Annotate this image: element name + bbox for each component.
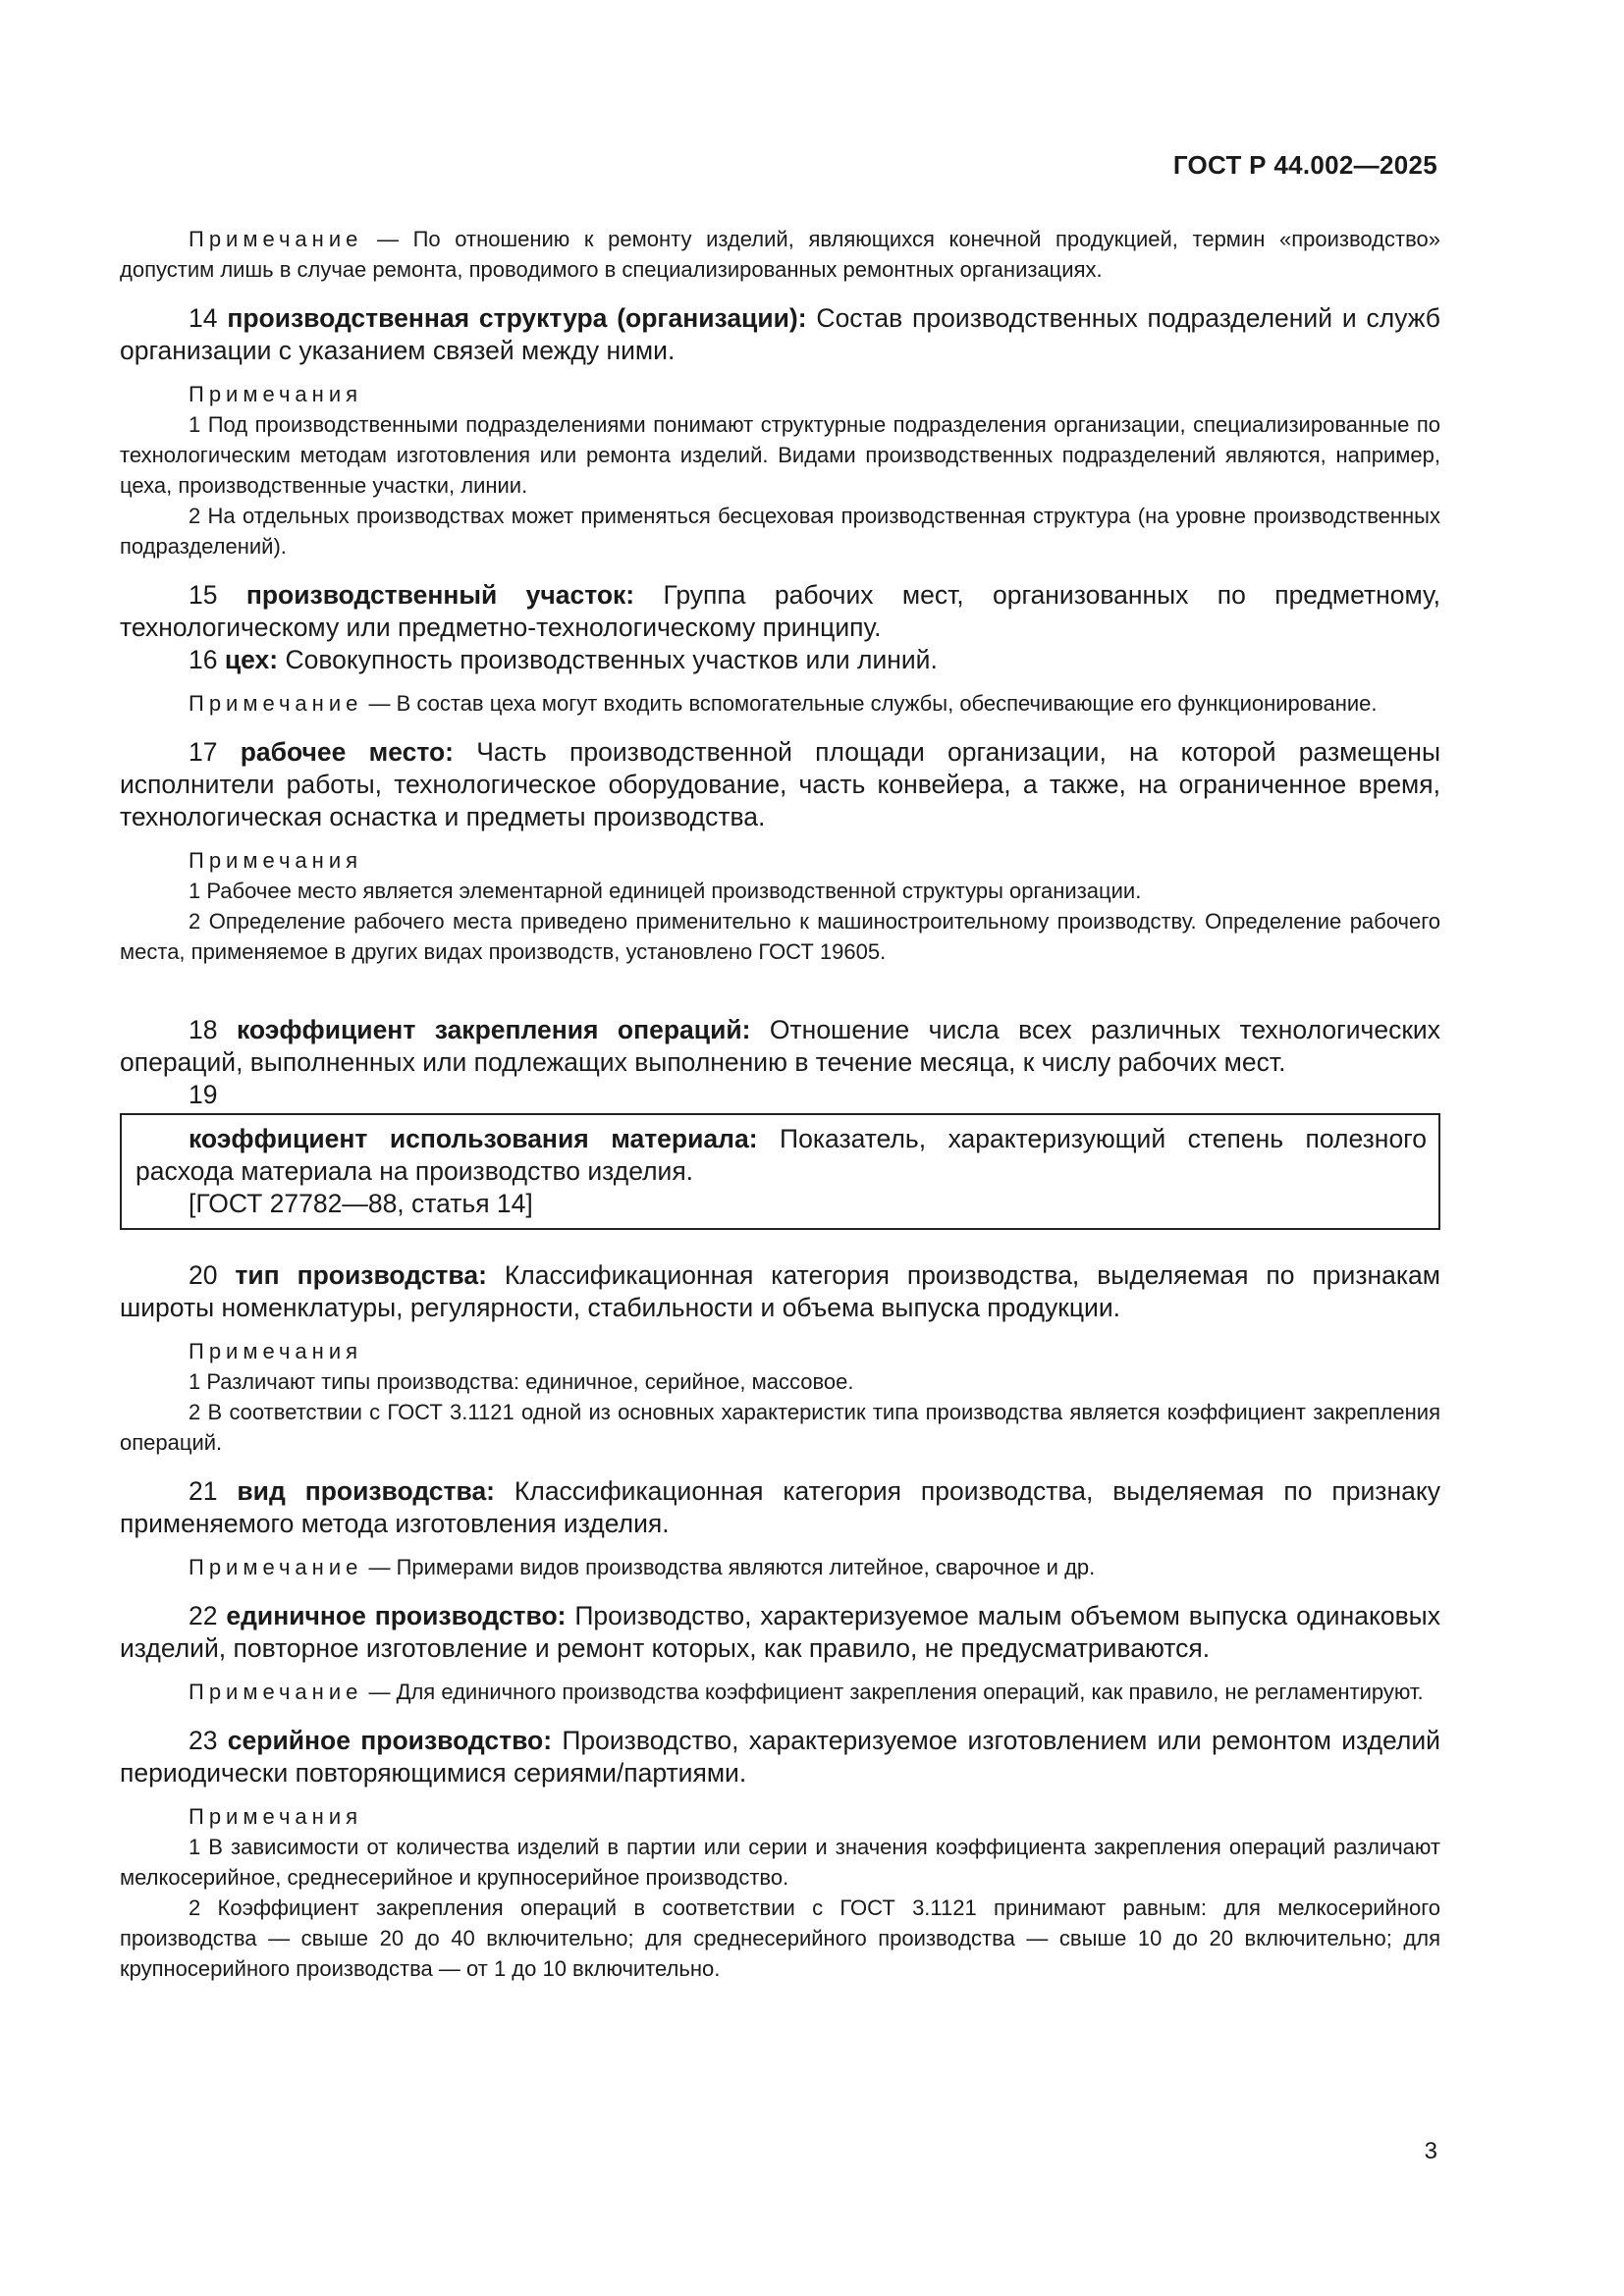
note-text: — Примерами видов производства являются литейное, сварочное и др. <box>362 1555 1096 1579</box>
term-definition: Производство, характеризуемое изготовлением или ремонтом изделий периодически повторяющимися сериями/партиями. <box>120 1726 1440 1788</box>
notes-label: Примечания <box>189 848 363 873</box>
term-name: вид производства: <box>237 1476 496 1506</box>
note-item: 1 Различают типы производства: единичное, серийное, массовое. <box>189 1369 854 1394</box>
term-name: серийное производство: <box>227 1726 553 1755</box>
term-name: единичное производство: <box>226 1601 567 1630</box>
notes-label: Примечания <box>189 1804 363 1829</box>
note-item: 1 Рабочее место является элементарной единицей производственной структуры организации. <box>189 879 1142 903</box>
note-13 <box>120 224 1440 285</box>
term-definition: Отношение числа всех различных технологических операций, выполненных или подлежащих выполнению в течение месяца, к числу рабочих мест. <box>120 1015 1440 1077</box>
term-number: 22 <box>189 1601 218 1630</box>
term-19 <box>135 1123 1427 1188</box>
note-item: 1 Под производственными подразделениями понимают структурные подразделения организации, специализированные по технологическим методам изготовления или ремонта изделий. Видами производственных подразделений являются, например, цеха, производственные участки, линии. <box>120 412 1440 498</box>
term-name: рабочее место: <box>240 737 454 767</box>
term-number: 16 <box>189 645 218 674</box>
term-definition: Часть производственной площади организации, на которой размещены исполнители работы, технологическое оборудование, часть конвейера, а также, на ограниченное время, технологическая оснастка и предметы производства. <box>120 737 1440 831</box>
term-20 <box>120 1259 1440 1324</box>
term-name: цех: <box>224 645 279 674</box>
note-21 <box>120 1552 1440 1582</box>
term-name: коэффициент закрепления операций: <box>236 1015 751 1044</box>
term-definition: Классификационная категория производства, выделяемая по признаку применяемого метода изготовления изделия. <box>120 1476 1440 1538</box>
note-label: Примечание <box>189 691 363 716</box>
note-label: Примечание <box>189 1555 363 1579</box>
term-reference: [ГОСТ 27782—88, статья 14] <box>189 1189 533 1218</box>
note-label: Примечание <box>189 1680 363 1704</box>
term-number: 21 <box>189 1476 218 1506</box>
term-number: 20 <box>189 1260 218 1290</box>
term-21 <box>120 1475 1440 1540</box>
term-19-box <box>120 1113 1440 1230</box>
note-item: 1 В зависимости от количества изделий в партии или серии и значения коэффициента закрепления операций различают мелкосерийное, среднесерийное и крупносерийное производство. <box>120 1835 1440 1890</box>
term-definition: Совокупность производственных участков или линий. <box>278 645 938 674</box>
term-name: тип производства: <box>235 1260 487 1290</box>
note-16 <box>120 688 1440 719</box>
note-text: — По отношению к ремонту изделий, являющихся конечной продукцией, термин «производство» допустим лишь в случае ремонта, проводимого в специализированных ремонтных организациях. <box>120 227 1440 282</box>
note-text: — В состав цеха могут входить вспомогательные службы, обеспечивающие его функционирование. <box>362 691 1378 716</box>
term-23 <box>120 1725 1440 1789</box>
term-number: 17 <box>189 737 218 767</box>
term-definition: Состав производственных подразделений и служб организации с указанием связей между ними. <box>120 303 1440 365</box>
note-item: 2 Определение рабочего места приведено применительно к машиностроительному производству. Определение рабочего места, применяемое в других видах производств, установлено ГОСТ 19605. <box>120 909 1440 964</box>
note-item: 2 На отдельных производствах может применяться бесцеховая производственная структура (на уровне производственных подразделений). <box>120 504 1440 559</box>
note-label: Примечание <box>189 227 363 251</box>
document-code: ГОСТ Р 44.002—2025 <box>1172 150 1437 180</box>
term-22 <box>120 1600 1440 1665</box>
document-body <box>120 224 1440 1984</box>
term-definition: Группа рабочих мест, организованных по предметному, технологическому или предметно-технологическому принципу. <box>120 580 1440 642</box>
term-number: 18 <box>189 1015 218 1044</box>
note-item: 2 В соответствии с ГОСТ 3.1121 одной из основных характеристик типа производства является коэффициент закрепления операций. <box>120 1400 1440 1455</box>
term-14 <box>120 302 1440 367</box>
term-name: коэффициент использования материала: <box>189 1124 758 1153</box>
note-22 <box>120 1677 1440 1707</box>
page-number: 3 <box>1424 2138 1437 2164</box>
term-definition: Производство, характеризуемое малым объемом выпуска одинаковых изделий, повторное изготовление и ремонт которых, как правило, не предусматриваются. <box>120 1601 1440 1663</box>
notes-label: Примечания <box>189 382 363 406</box>
notes-label: Примечания <box>189 1339 363 1363</box>
note-text: — Для единичного производства коэффициент закрепления операций, как правило, не регламентируют. <box>362 1680 1424 1704</box>
term-definition: Показатель, характеризующий степень полезного расхода материала на производство изделия. <box>135 1124 1427 1186</box>
term-number: 14 <box>189 303 218 333</box>
term-number: 15 <box>189 580 218 610</box>
term-name: производственная структура (организации): <box>227 303 807 333</box>
term-definition: Классификационная категория производства, выделяемая по признакам широты номенклатуры, регулярности, стабильности и объема выпуска продукции. <box>120 1260 1440 1322</box>
term-15 <box>120 579 1440 644</box>
term-name: производственный участок: <box>245 580 635 610</box>
term-16 <box>120 644 1440 676</box>
term-18 <box>120 1014 1440 1079</box>
term-17 <box>120 736 1440 833</box>
note-item: 2 Коэффициент закрепления операций в соответствии с ГОСТ 3.1121 принимают равным: для мелкосерийного производства — свыше 20 до 40 включительно; для среднесерийного производства — свыше 10 до 20 включительно; для крупносерийного производства — от 1 до 10 включительно. <box>120 1896 1440 1981</box>
term-19-number: 19 <box>189 1080 218 1109</box>
term-number: 23 <box>189 1726 218 1755</box>
